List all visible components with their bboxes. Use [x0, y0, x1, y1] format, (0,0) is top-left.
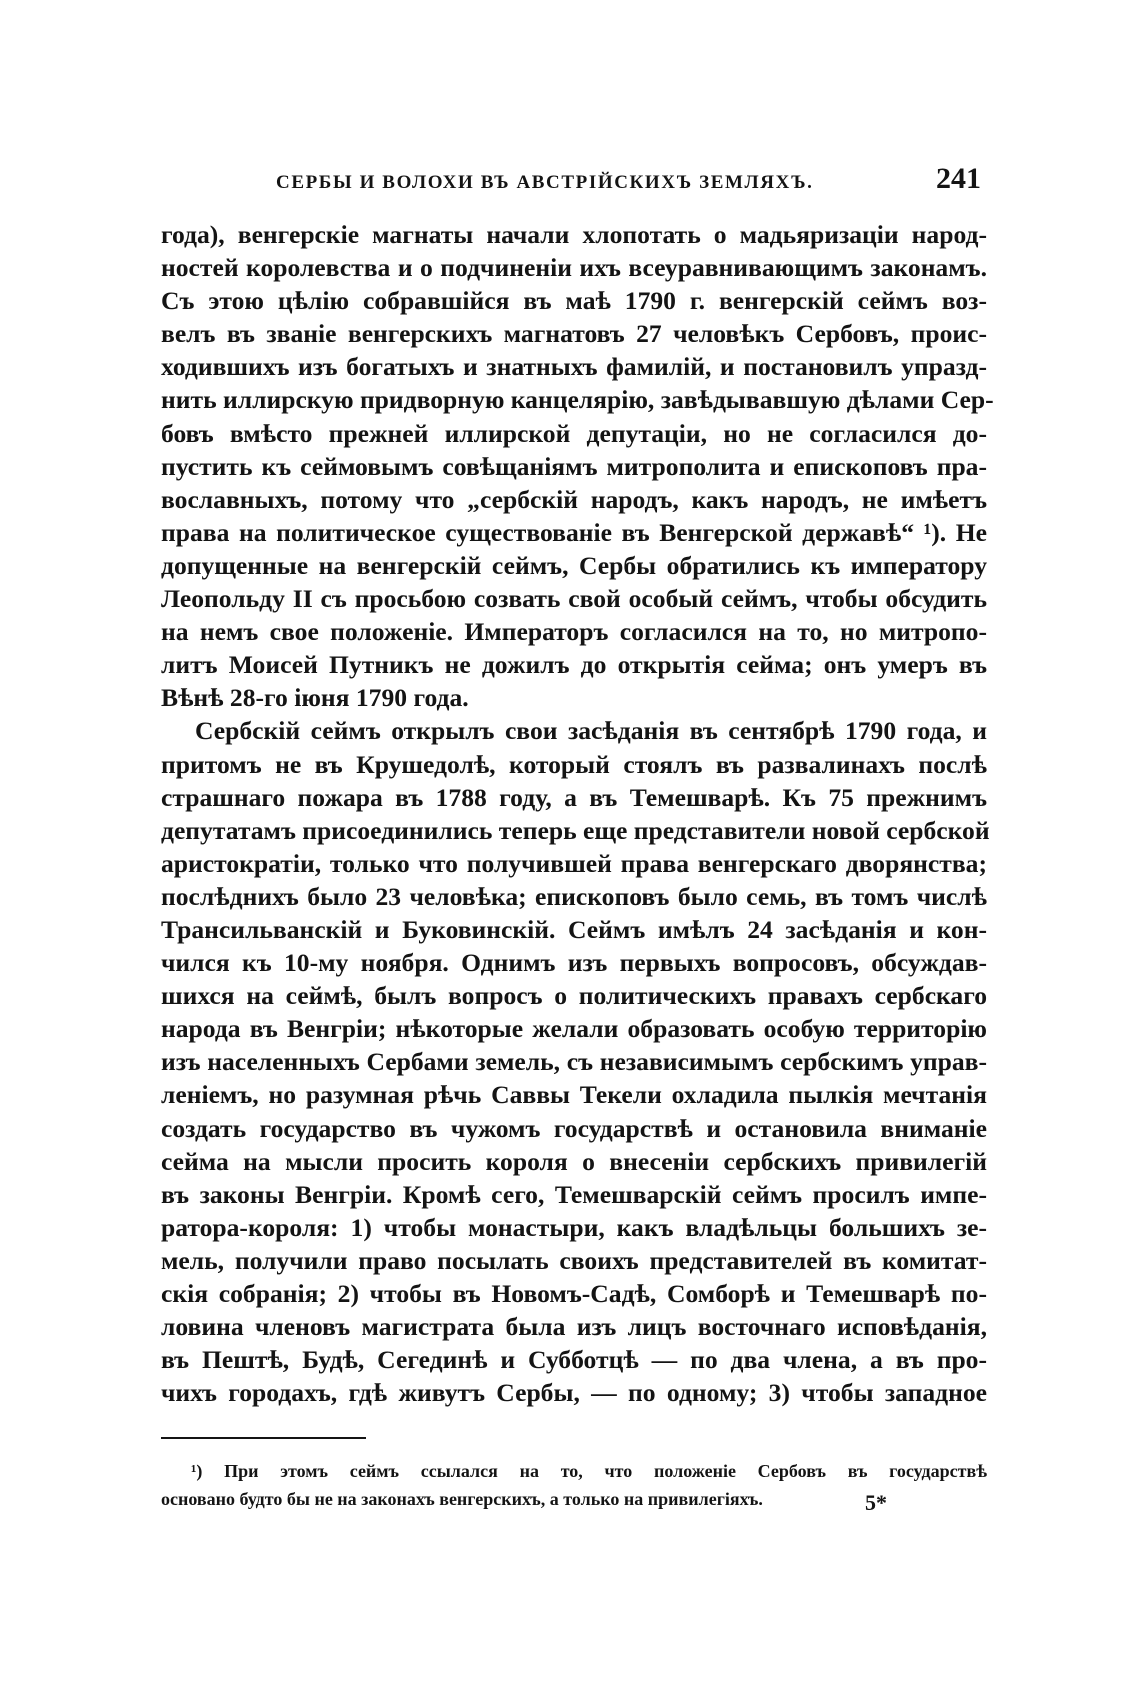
- text-line: допущенные на венгерскій сеймъ, Сербы обратились къ императору: [161, 550, 987, 580]
- text-line: ловина членовъ магистрата была изъ лицъ восточнаго исповѣданія,: [161, 1312, 987, 1342]
- text-line: года), венгерскіе магнаты начали хлопотать о мадьяризаціи народ-: [161, 220, 987, 249]
- footnote-divider: [161, 1437, 366, 1439]
- text-line: притомъ не въ Крушедолѣ, который стоялъ въ развалинахъ послѣ: [161, 749, 987, 779]
- text-line: въ Пештѣ, Будѣ, Сегединѣ и Субботцѣ — по два члена, а въ про-: [161, 1345, 987, 1375]
- text-line: бовъ вмѣсто прежней иллирской депутаціи, но не согласился до-: [161, 418, 987, 448]
- footnote-line: основано будто бы не на законахъ венгерскихъ, а только на привилегіяхъ.: [161, 1489, 763, 1510]
- running-head: [161, 160, 987, 210]
- footnote: [161, 1457, 987, 1513]
- text-line: Вѣнѣ 28-го іюня 1790 года.: [161, 683, 469, 713]
- text-line: аристократіи, только что получившей права венгерскаго дворянства;: [161, 848, 987, 878]
- text-line: мель, получили право посылать своихъ представителей въ комитат-: [161, 1245, 987, 1275]
- text-line: леніемъ, но разумная рѣчь Саввы Текели охладила пылкія мечтанія: [161, 1080, 987, 1110]
- text-line: Съ этою цѣлію собравшійся въ маѣ 1790 г. венгерскій сеймъ воз-: [161, 286, 987, 316]
- text-line: велъ въ званіе венгерскихъ магнатовъ 27 человѣкъ Сербовъ, проис-: [161, 319, 987, 349]
- text-line: ностей королевства и о подчиненіи ихъ всеуравнивающимъ законамъ.: [161, 253, 987, 283]
- text-line: сейма на мысли просить короля о внесеніи сербскихъ привилегій: [161, 1146, 987, 1176]
- running-title: СЕРБЫ И ВОЛОХИ ВЪ АВСТРІЙСКИХЪ ЗЕМЛЯХЪ.: [276, 172, 814, 193]
- book-page: [161, 160, 994, 1540]
- text-line: нить иллирскую придворную канцелярію, завѣдывавшую дѣлами Сер-: [161, 385, 994, 415]
- text-line: чихъ городахъ, гдѣ живутъ Сербы, — по одному; 3) чтобы западное: [161, 1378, 987, 1408]
- text-line: Трансильванскій и Буковинскій. Сеймъ имѣлъ 24 засѣданія и кон-: [161, 914, 987, 944]
- text-line: пустить къ сеймовымъ совѣщаніямъ митрополита и епископовъ пра-: [161, 451, 987, 481]
- text-line: ходившихъ изъ богатыхъ и знатныхъ фамилій, и постановилъ упразд-: [161, 352, 987, 382]
- footnote-line: ¹) При этомъ сеймъ ссылался на то, что положеніе Сербовъ въ государствѣ: [191, 1461, 987, 1482]
- text-line: Леопольду II съ просьбою созвать свой особый сеймъ, чтобы обсудить: [161, 584, 987, 614]
- text-line: изъ населенныхъ Сербами земель, съ независимымъ сербскимъ управ-: [161, 1047, 987, 1077]
- text-line: на немъ свое положеніе. Императоръ согласился на то, но митропо-: [161, 617, 987, 647]
- text-line: послѣднихъ было 23 человѣка; епископовъ было семь, въ томъ числѣ: [161, 881, 987, 911]
- text-line: страшнаго пожара въ 1788 году, а въ Темешварѣ. Къ 75 прежнимъ: [161, 782, 987, 812]
- text-line: ратора-короля: 1) чтобы монастыри, какъ владѣльцы большихъ зе-: [161, 1212, 987, 1242]
- text-line: депутатамъ присоединились теперь еще представители новой сербской: [161, 815, 990, 845]
- text-line: права на политическое существованіе въ Венгерской державѣ“ ¹). Не: [161, 517, 987, 547]
- text-line: литъ Моисей Путникъ не дожилъ до открытія сейма; онъ умеръ въ: [161, 650, 987, 680]
- text-line: шихся на сеймѣ, былъ вопросъ о политическихъ правахъ сербскаго: [161, 981, 987, 1011]
- text-line: вославныхъ, потому что „сербскій народъ, какъ народъ, не имѣетъ: [161, 484, 987, 514]
- signature-mark: 5*: [865, 1490, 887, 1515]
- text-line: народа въ Венгріи; нѣкоторые желали образовать особую территорію: [161, 1014, 987, 1044]
- text-line: скія собранія; 2) чтобы въ Новомъ-Садѣ, Сомборѣ и Темешварѣ по-: [161, 1279, 987, 1308]
- text-line: создать государство въ чужомъ государствѣ и остановила вниманіе: [161, 1113, 987, 1143]
- paragraph-start-line: Сербскій сеймъ открылъ свои засѣданія въ сентябрѣ 1790 года, и: [195, 716, 987, 746]
- page-number: 241: [936, 162, 981, 195]
- body-text: [161, 218, 994, 1409]
- text-line: чился къ 10-му ноября. Однимъ изъ первыхъ вопросовъ, обсуждав-: [161, 948, 987, 978]
- text-line: въ законы Венгріи. Кромѣ сего, Темешварскій сеймъ просилъ импе-: [161, 1179, 987, 1209]
